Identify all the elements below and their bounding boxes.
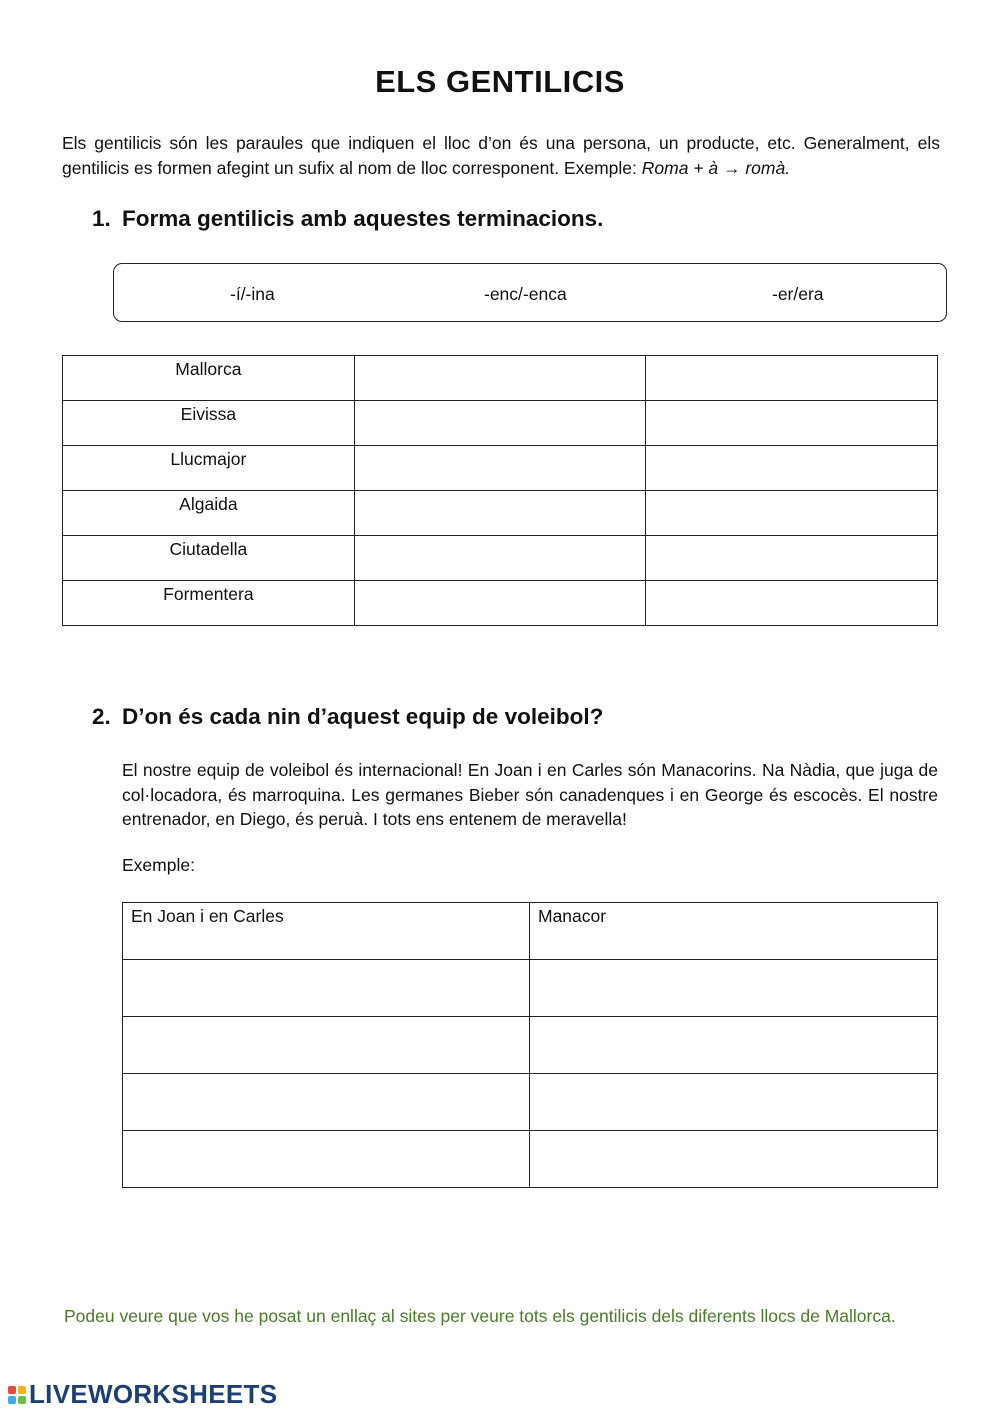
place-cell: Eivissa	[63, 401, 355, 446]
table-row	[63, 536, 938, 581]
where-cell: Manacor	[530, 903, 938, 960]
answer-cell[interactable]	[530, 1074, 938, 1131]
place-cell: Formentera	[63, 581, 355, 626]
story-paragraph: El nostre equip de voleibol és internacional! En Joan i en Carles són Manacorins. Na Nàdia, que juga de col·locadora, és marroquina. Les germanes Bieber són canadenques i en George és escocès. El nostre entrenador, en Diego, és peruà. I tots ens entenem de meravella!	[122, 760, 938, 829]
answer-cell[interactable]	[530, 960, 938, 1017]
logo-square	[18, 1396, 26, 1404]
footer-note: Podeu veure que vos he posat un enllaç al sites per veure tots els gentilicis dels diferents llocs de Mallorca.	[64, 1306, 896, 1326]
logo-square	[18, 1386, 26, 1394]
table-row	[123, 1017, 938, 1074]
answer-cell[interactable]	[530, 1017, 938, 1074]
ending-label: -í/-ina	[230, 284, 275, 304]
question-1-heading	[92, 206, 603, 232]
table-row	[123, 960, 938, 1017]
answer-cell[interactable]	[646, 536, 938, 581]
place-cell: Ciutadella	[63, 536, 355, 581]
logo-icon	[8, 1386, 26, 1404]
question-2-text: D’on és cada nin d’aquest equip de voleibol?	[122, 704, 604, 729]
gentilics-table	[62, 355, 938, 626]
question-1-number: 1.	[92, 206, 111, 231]
intro-paragraph	[62, 131, 940, 180]
question-2-heading	[92, 704, 603, 730]
answer-cell[interactable]	[354, 446, 646, 491]
answer-cell[interactable]	[646, 356, 938, 401]
answer-cell[interactable]	[354, 356, 646, 401]
team-table	[122, 902, 938, 1188]
example-label: Exemple:	[122, 855, 195, 875]
page-title: ELS GENTILICIS	[375, 64, 625, 99]
endings-box	[113, 263, 947, 322]
logo-square	[8, 1396, 16, 1404]
place-cell: Algaida	[63, 491, 355, 536]
answer-cell[interactable]	[123, 1017, 530, 1074]
answer-cell[interactable]	[123, 960, 530, 1017]
intro-text: Els gentilicis són les paraules que indiquen el lloc d’on és una persona, un producte, etc. Generalment, els gentilicis es formen afegint un sufix al nom de lloc corresponent. Exemple:	[62, 133, 940, 178]
answer-cell[interactable]	[354, 581, 646, 626]
place-cell: Llucmajor	[63, 446, 355, 491]
table-row	[63, 356, 938, 401]
answer-cell[interactable]	[530, 1131, 938, 1188]
question-1-text: Forma gentilicis amb aquestes terminacions.	[122, 206, 604, 231]
ending-label: -enc/-enca	[484, 284, 567, 304]
table-row	[123, 1131, 938, 1188]
answer-cell[interactable]	[354, 401, 646, 446]
intro-example-result: romà.	[745, 157, 791, 178]
logo-square	[8, 1386, 16, 1394]
table-row	[63, 446, 938, 491]
who-cell: En Joan i en Carles	[123, 903, 530, 960]
answer-cell[interactable]	[354, 491, 646, 536]
answer-cell[interactable]	[646, 491, 938, 536]
answer-cell[interactable]	[354, 536, 646, 581]
question-2-number: 2.	[92, 704, 111, 729]
ending-label: -er/era	[772, 284, 824, 304]
answer-cell[interactable]	[646, 581, 938, 626]
table-row	[63, 491, 938, 536]
table-row	[123, 1074, 938, 1131]
intro-example: Roma + à	[641, 157, 719, 178]
answer-cell[interactable]	[646, 401, 938, 446]
logo-text: LIVEWORKSHEETS	[29, 1379, 278, 1409]
arrow-icon: →	[722, 157, 741, 178]
table-row	[63, 401, 938, 446]
table-row	[123, 903, 938, 960]
place-cell: Mallorca	[63, 356, 355, 401]
answer-cell[interactable]	[123, 1074, 530, 1131]
answer-cell[interactable]	[646, 446, 938, 491]
table-row	[63, 581, 938, 626]
answer-cell[interactable]	[123, 1131, 530, 1188]
liveworksheets-logo[interactable]	[8, 1379, 277, 1410]
